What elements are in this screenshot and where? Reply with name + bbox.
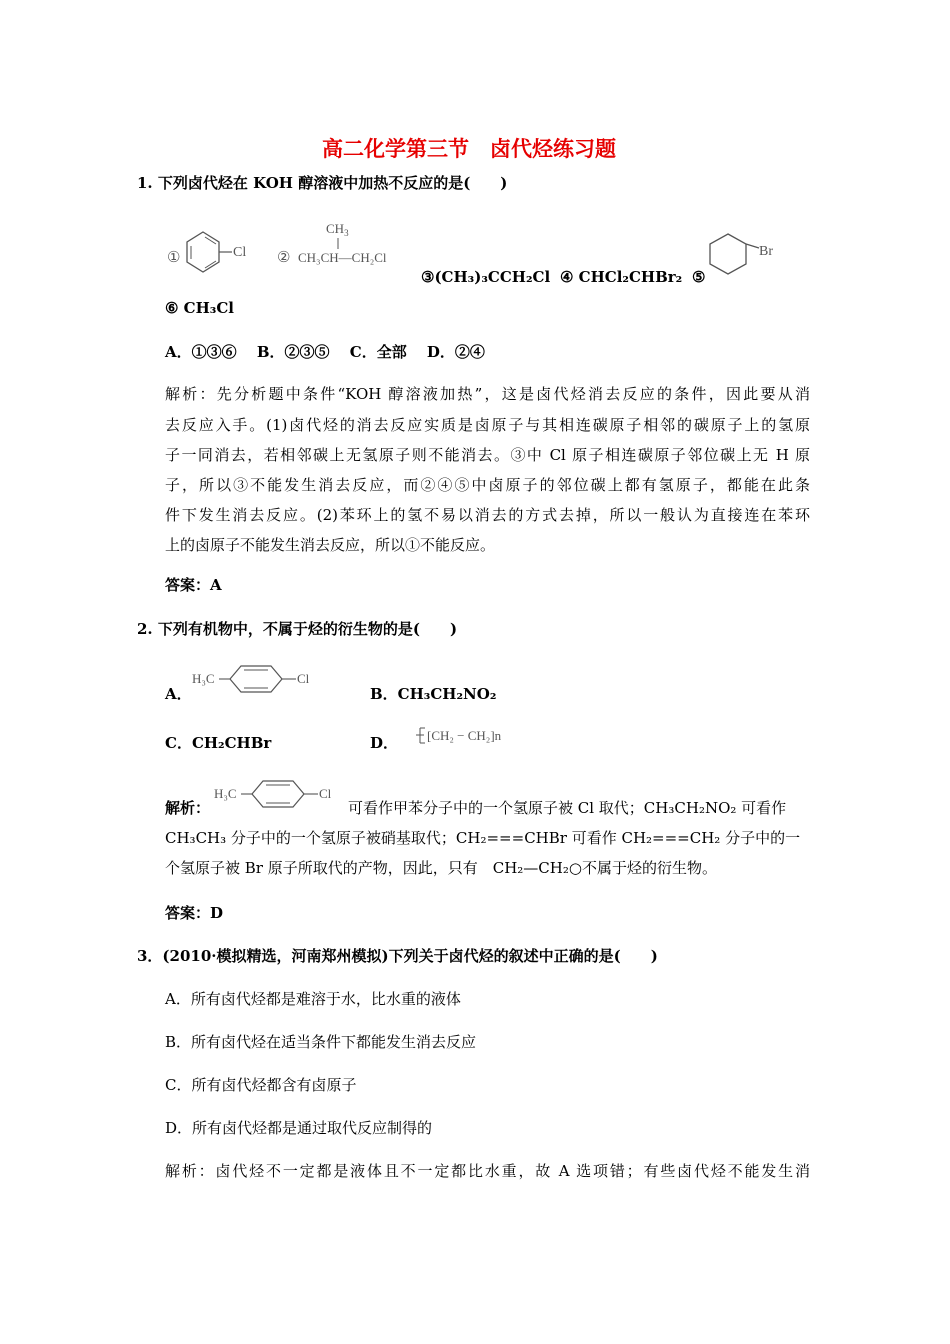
q3-stem: 3．(2010·模拟精选，河南郑州模拟)下列关于卤代烃的叙述中正确的是( ) [137, 947, 658, 965]
benzene-ring-icon [187, 232, 219, 272]
q1-stem: 1. 下列卤代烃在 KOH 醇溶液中加热不反应的是( ) [137, 174, 508, 192]
q1-analysis-line: 上的卤原子不能发生消去反应，所以①不能反应。 [165, 536, 496, 554]
q2-option-b: B．CH₃CH₂NO₂ [370, 685, 497, 703]
q1-analysis-line: 子，所以③不能发生消去反应，而②④⑤中卤原子的邻位碳上都有氢原子，都能在此条 [165, 476, 810, 494]
q1-analysis-line: 去反应入手。(1)卤代烃的消去反应实质是卤原子与其相连碳原子相邻的碳原子上的氢原 [165, 416, 810, 434]
q3-option-d: D．所有卤代烃都是通过取代反应制得的 [165, 1119, 433, 1137]
q1-item2-ch3: $CH_3$ [326, 221, 349, 238]
q1-item1-label: ① [167, 250, 181, 266]
q2-analysis-line: 个氢原子被 Br 原子所取代的产物，因此，只有 CH₂—CH₂○不属于烃的衍生物。 [165, 859, 717, 877]
q1-analysis-line: 件下发生消去反应。(2)苯环上的氢不易以消去的方式去掉，所以一般认为直接连在苯环 [165, 506, 810, 524]
q3-option-c: C．所有卤代烃都含有卤原子 [165, 1076, 357, 1094]
q1-structures-1-2 [165, 218, 425, 288]
q1-item1-cl: Cl [233, 245, 247, 260]
q1-item2-label: ② [277, 250, 291, 266]
q1-item3: ③(CH₃)₃CCH₂Cl [421, 268, 551, 286]
polyethylene-structure [416, 723, 526, 749]
q1-item5-br: Br [759, 244, 773, 259]
q2-polymer: [CH₂ − CH₂]n [427, 728, 502, 743]
cyclohexyl-bromide-structure [706, 228, 786, 288]
q2-answer: 答案：D [165, 904, 224, 922]
q1-analysis-line: 解析：先分析题中条件“KOH 醇溶液加热”，这是卤代烃消去反应的条件，因此要从消 [165, 385, 810, 403]
q1-item6: ⑥ CH₃Cl [165, 299, 234, 317]
q2-mol-h3c: H₃C [192, 671, 215, 686]
q2-stem: 2. 下列有机物中，不属于烃的衍生物的是( ) [137, 620, 458, 638]
cyclohexane-ring-icon [710, 234, 746, 274]
q2-analysis-label: 解析： [165, 799, 211, 817]
q1-item4: ④ CHCl₂CHBr₂ [560, 268, 683, 286]
page-title: 高二化学第三节 卤代烃练习题 [322, 136, 616, 161]
q2-option-a-label: A． [165, 685, 192, 703]
q1-analysis-line: 子一同消去，若相邻碳上无氢原子则不能消去。③中 Cl 原子相连碳原子邻位碳上无 H 原 [165, 446, 810, 464]
q1-answer: 答案：A [165, 576, 222, 594]
p-chlorotoluene-structure [214, 775, 354, 815]
svg-text:H₃C: H₃C [214, 786, 237, 801]
q2-mol-cl: Cl [297, 671, 310, 686]
q3-analysis-line: 解析：卤代烃不一定都是液体且不一定都比水重，故 A 选项错；有些卤代烃不能发生消 [165, 1162, 810, 1180]
q2-analysis-line: 可看作甲苯分子中的一个氢原子被 Cl 取代；CH₃CH₂NO₂ 可看作 [348, 799, 787, 817]
q2-option-c: C．CH₂CHBr [165, 734, 272, 752]
svg-text:Cl: Cl [319, 786, 332, 801]
q3-option-a: A．所有卤代烃都是难溶于水，比水重的液体 [165, 990, 461, 1008]
q2-option-d-label: D． [370, 734, 399, 752]
q1-item2-chain: CH₃CH—CH₂Cl [298, 250, 387, 265]
q1-options: A．①③⑥ B．②③⑤ C．全部 D．②④ [165, 343, 485, 361]
p-chlorotoluene-structure [192, 660, 332, 700]
q2-analysis-line: CH₃CH₃ 分子中的一个氢原子被硝基取代；CH₂===CHBr 可看作 CH₂===CH₂ 分子中的一 [165, 829, 801, 847]
q3-option-b: B．所有卤代烃在适当条件下都能发生消去反应 [165, 1033, 477, 1051]
q1-item5-label: ⑤ [692, 268, 706, 286]
